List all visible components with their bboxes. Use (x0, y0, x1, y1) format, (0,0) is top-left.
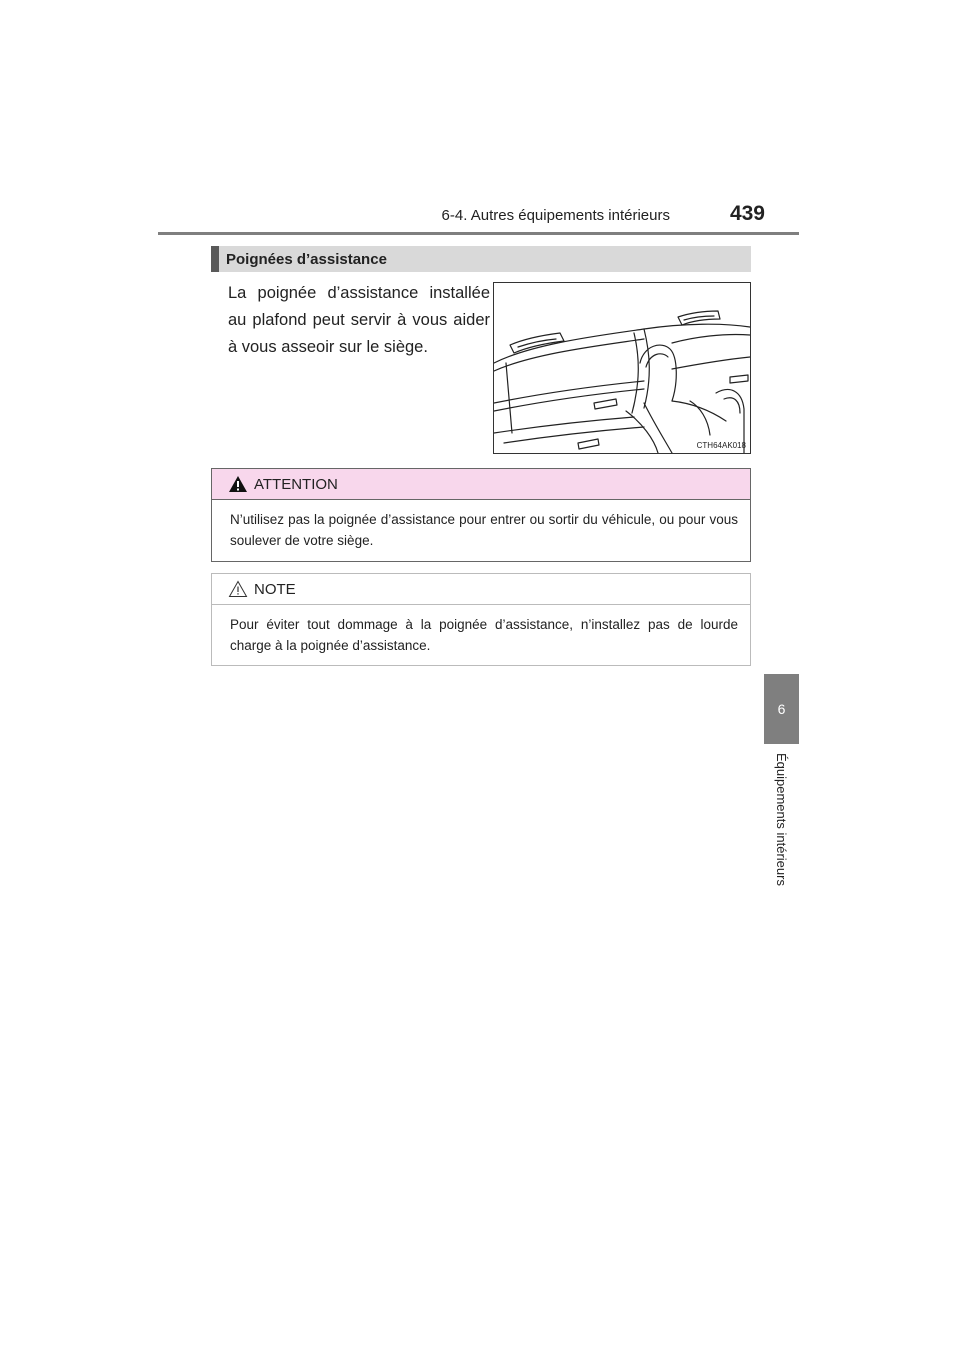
caution-triangle-icon (228, 580, 248, 598)
intro-paragraph: La poignée d’assistance installée au plafond peut servir à vous aider à vous asseoir sur le siège. (228, 284, 490, 356)
page-number: 439 (729, 202, 765, 225)
chapter-tab (764, 674, 799, 744)
attention-box (211, 468, 751, 562)
note-text: Pour éviter tout dommage à la poignée d’assistance, n’installez pas de lourde charge à la poignée d’assistance. (230, 617, 738, 653)
warning-triangle-icon (228, 475, 248, 493)
car-interior-drawing (494, 283, 750, 453)
chapter-number: 6 (777, 701, 786, 717)
note-box (211, 573, 751, 666)
header-rule (158, 232, 799, 235)
section-title: Poignées d’assistance (226, 250, 387, 268)
attention-title: ATTENTION (254, 475, 338, 493)
chapter-side-label (764, 744, 799, 894)
attention-text: N’utilisez pas la poignée d’assistance pour entrer ou sortir du véhicule, ou pour vous soulever de votre siège. (230, 512, 738, 548)
running-header-section: 6-4. Autres équipements intérieurs (441, 207, 670, 224)
section-heading (211, 246, 751, 272)
attention-header (212, 469, 750, 500)
chapter-label: Équipements intérieurs (774, 752, 789, 886)
note-header (212, 574, 750, 605)
section-heading-bar (211, 246, 219, 272)
figure-label: CTH64AK018 (696, 441, 746, 450)
assist-grip-illustration (493, 282, 751, 454)
note-title: NOTE (254, 580, 296, 598)
